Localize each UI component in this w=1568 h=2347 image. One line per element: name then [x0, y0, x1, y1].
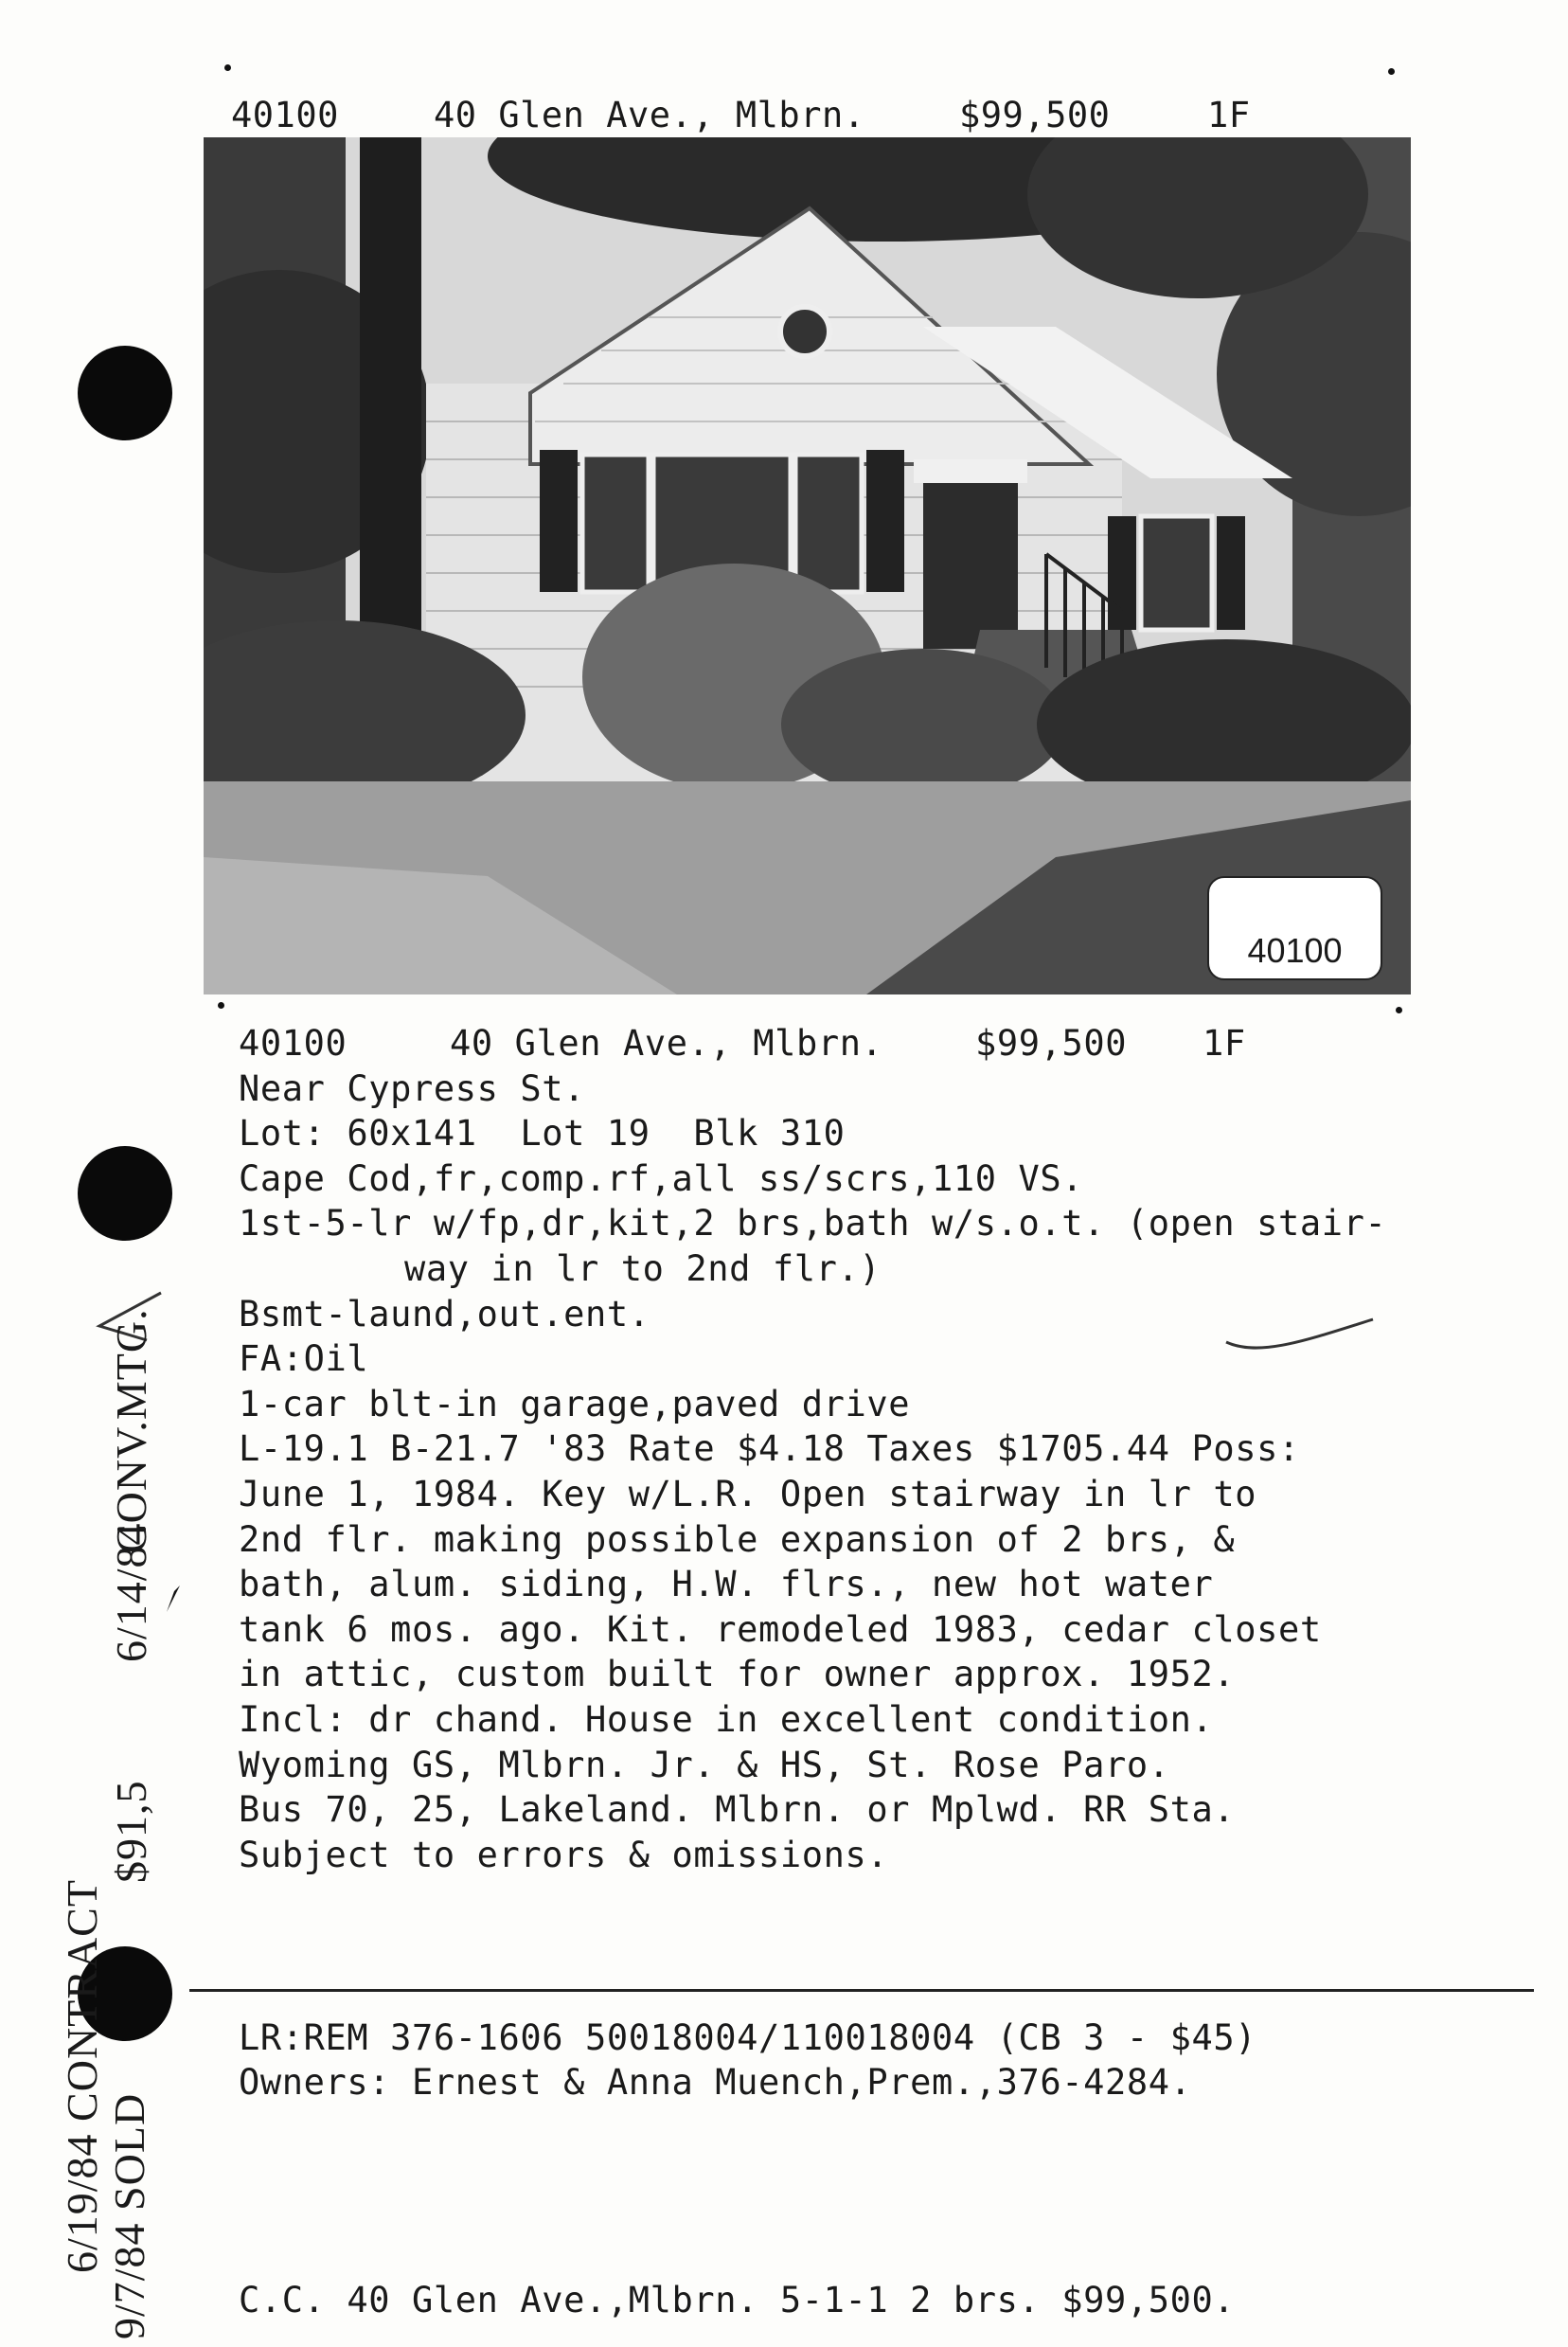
summary-line: C.C. 40 Glen Ave.,Mlbrn. 5-1-1 2 brs. $99,500. — [239, 2280, 1236, 2320]
listing-line: Bsmt-laund,out.ent. — [239, 1293, 650, 1335]
speck-mark — [218, 1002, 224, 1009]
listing-line: tank 6 mos. ago. Kit. remodeled 1983, cedar closet — [239, 1608, 1322, 1650]
sold-annotation: 9/7/84 SOLD — [105, 2092, 153, 2339]
separator-line — [189, 1989, 1534, 1992]
listing-address: 40 Glen Ave., Mlbrn. — [450, 1023, 883, 1064]
listing-line: Incl: dr chand. House in excellent condition. — [239, 1698, 1214, 1740]
house-photo-drawing — [204, 137, 1411, 994]
listing-no: 40100 — [239, 1023, 347, 1064]
speck-mark — [1396, 1007, 1402, 1013]
listing-type: 1F — [1203, 1023, 1246, 1064]
house-photo — [204, 137, 1411, 994]
listing-line: L-19.1 B-21.7 '83 Rate $4.18 Taxes $1705.44 Poss: — [239, 1428, 1300, 1470]
listing-line: Subject to errors & omissions. — [239, 1834, 889, 1875]
header-address: 40 Glen Ave., Mlbrn. — [434, 95, 865, 135]
header-line — [231, 95, 1251, 135]
header-listing-no: 40100 — [231, 95, 339, 135]
arrow-tick-mark — [163, 1584, 184, 1616]
listing-line: Wyoming GS, Mlbrn. Jr. & HS, St. Rose Paro. — [239, 1744, 1170, 1785]
contract-annotation: 6/19/84 CONTRACT — [58, 1879, 106, 2273]
listing-line: Cape Cod,fr,comp.rf,all ss/scrs,110 VS. — [239, 1157, 1084, 1199]
listing-line: June 1, 1984. Key w/L.R. Open stairway in lr to — [239, 1473, 1257, 1514]
listing-line: Near Cypress St. — [239, 1067, 586, 1109]
photo-listing-tag — [1207, 876, 1382, 980]
pen-stroke-mark — [1221, 1312, 1382, 1359]
listing-line: Lot: 60x141 Lot 19 Blk 310 — [239, 1113, 846, 1155]
lr-line: LR:REM 376-1606 50018004/110018004 (CB 3 - $45) — [239, 2017, 1257, 2058]
punch-hole — [78, 346, 172, 440]
photo-tag-text: 40100 — [1247, 931, 1343, 970]
sold-price-annotation: $91,5 — [107, 1780, 155, 1883]
header-type: 1F — [1207, 95, 1251, 135]
listing-line: 2nd flr. making possible expansion of 2 brs, & — [239, 1518, 1236, 1560]
header-price: $99,500 — [959, 95, 1111, 135]
listing-title-row — [239, 1021, 1451, 1066]
listing-line: 1-car blt-in garage,paved drive — [239, 1383, 911, 1424]
listing-line: bath, alum. siding, H.W. flrs., new hot water — [239, 1564, 1214, 1605]
speck-mark — [1388, 68, 1395, 75]
listing-price: $99,500 — [975, 1023, 1128, 1064]
listing-line: Bus 70, 25, Lakeland. Mlbrn. or Mplwd. RR Sta. — [239, 1789, 1236, 1831]
listing-line: way in lr to 2nd flr.) — [404, 1247, 882, 1289]
listing-line: FA:Oil — [239, 1338, 369, 1380]
mortgage-annotation: CONV.MTG. — [107, 1308, 155, 1553]
listing-details — [239, 1021, 1451, 1877]
owners-line: Owners: Ernest & Anna Muench,Prem.,376-4284. — [239, 2062, 1192, 2103]
punch-hole — [78, 1146, 172, 1241]
date-annotation: 6/14/84 — [107, 1522, 155, 1662]
listing-line: 1st-5-lr w/fp,dr,kit,2 brs,bath w/s.o.t. (open stair- — [239, 1203, 1387, 1245]
listing-line: in attic, custom built for owner approx. 1952. — [239, 1654, 1236, 1695]
speck-mark — [224, 64, 231, 71]
